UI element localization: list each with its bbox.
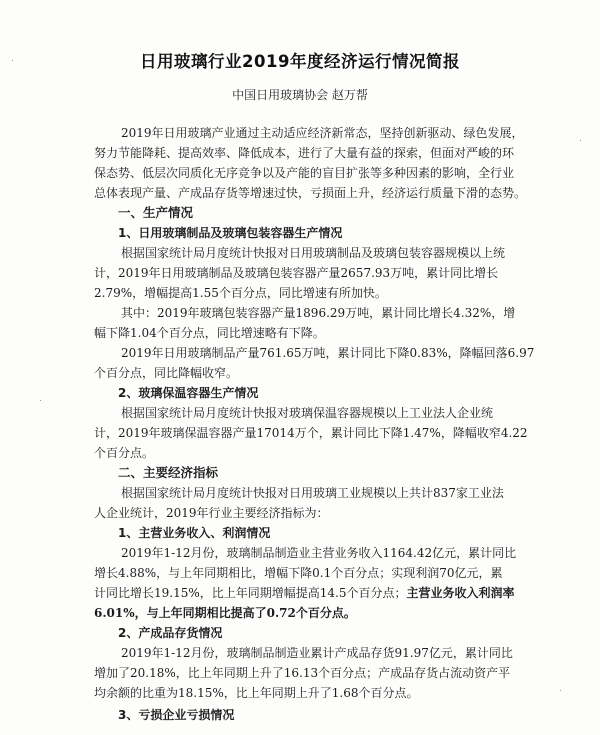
paragraph-line: 根据国家统计局月度统计快报对日用玻璃工业规模以上共计837家工业法: [121, 486, 504, 500]
paragraph-line: 个百分点，同比降幅收窄。: [94, 366, 239, 380]
paragraph-line: 2019年日用玻璃产业通过主动适应经济新常态，坚持创新驱动、绿色发展，: [121, 126, 524, 140]
paragraph-line: 增长4.88%，与上年同期相比，增幅下降0.1个百分点；实现利润70亿元，累: [94, 566, 503, 580]
paragraph-line: 根据国家统计局月度统计快报对日用玻璃制品及玻璃包装容器规模以上统: [121, 246, 506, 260]
highlight-text: 主营业务收入利润率: [406, 586, 515, 600]
paragraph-line: 根据国家统计局月度统计快报对玻璃保温容器规模以上工业法人企业统: [121, 406, 494, 420]
paragraph-line: [94, 585, 515, 601]
scan-speck: [560, 690, 561, 691]
paragraph-text: 计同比增长19.15%，比上年同期增幅提高14.5个百分点；: [94, 586, 407, 600]
subsection-heading: 1、日用玻璃制品及玻璃包装容器生产情况: [118, 226, 343, 240]
paragraph-line: 人企业统计，2019年行业主要经济指标为：: [94, 506, 329, 520]
document-author: 中国日用玻璃协会 赵万帮: [232, 88, 368, 102]
paragraph-line: 幅下降1.04个百分点，同比增速略有下降。: [94, 326, 325, 340]
section-heading: 二、主要经济指标: [118, 465, 219, 480]
paragraph-line: 保态势、低层次同质化无序竞争以及产能的盲目扩张等多种因素的影响，全行业: [94, 166, 515, 180]
paragraph-line: 2019年日用玻璃制品产量761.65万吨，累计同比下降0.83%，降幅回落6.97: [121, 346, 535, 360]
paragraph-line: 均余额的比重为18.15%，比上年同期上升了1.68个百分点。: [94, 686, 419, 700]
scan-speck: [12, 60, 13, 61]
paragraph-line: 总体表现产量、产成品存货等增速过快，亏损面上升，经济运行质量下滑的态势。: [94, 186, 527, 200]
scan-speck: [40, 400, 41, 401]
paragraph-line: 其中：2019年玻璃包装容器产量1896.29万吨，累计同比增长4.32%，增: [121, 306, 516, 320]
paragraph-line: 2019年1-12月份，玻璃制品制造业主营业务收入1164.42亿元，累计同比: [121, 546, 517, 560]
subsection-heading: 2、产成品存货情况: [118, 626, 223, 640]
section-heading: 一、生产情况: [118, 205, 194, 220]
paragraph-line: 计，2019年玻璃保温容器产量17014万个，累计同比下降1.47%，降幅收窄4.22: [94, 426, 528, 440]
scan-speck: [580, 140, 581, 141]
paragraph-line: 2.79%，增幅提高1.55个百分点，同比增速有所加快。: [94, 286, 387, 300]
paragraph-line: 努力节能降耗、提高效率、降低成本，进行了大量有益的探索，但面对严峻的环: [94, 146, 515, 160]
paragraph-line: 计，2019年日用玻璃制品及玻璃包装容器产量2657.93万吨，累计同比增长: [94, 266, 499, 280]
paragraph-line: 2019年1-12月份，玻璃制品制造业累计产成品存货91.97亿元，累计同比: [121, 646, 513, 660]
paragraph-line: 6.01%，与上年同期相比提高了0.72个百分点。: [94, 606, 356, 620]
subsection-heading: 3、亏损企业亏损情况: [118, 708, 235, 722]
subsection-heading: 2、玻璃保温容器生产情况: [118, 386, 259, 400]
paragraph-line: 增加了20.18%，比上年同期上升了16.13个百分点；产成品存货占流动资产平: [94, 666, 511, 680]
document-title: 日用玻璃行业2019年度经济运行情况简报: [140, 52, 460, 71]
paragraph-line: 个百分点。: [94, 446, 155, 460]
subsection-heading: 1、主营业务收入、利润情况: [118, 526, 271, 540]
